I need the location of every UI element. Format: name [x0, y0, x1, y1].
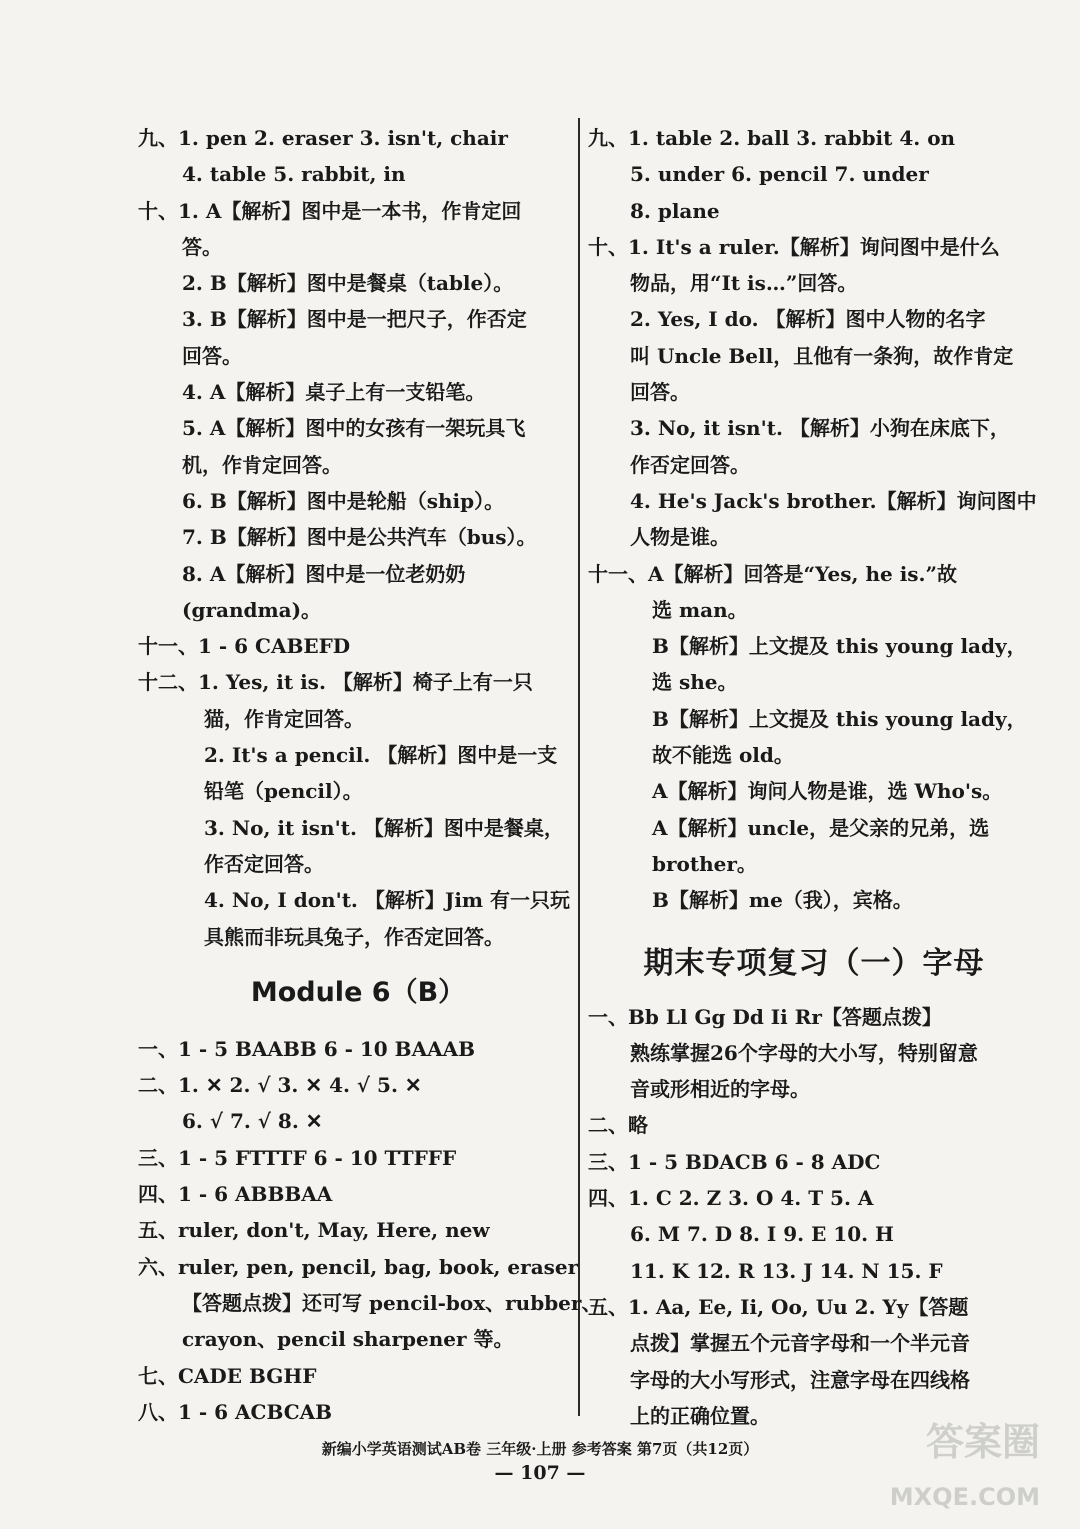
- answer-line: 人物是谁。: [630, 525, 730, 550]
- right-answers-top: [588, 120, 1040, 919]
- answer-line: 音或形相近的字母。: [630, 1077, 810, 1102]
- answer-line: 猫，作肯定回答。: [204, 706, 364, 731]
- answer-line: 二、1. ✕ 2. √ 3. ✕ 4. √ 5. ✕: [138, 1073, 422, 1098]
- answer-line: 八、1 - 6 ACBCAB: [138, 1399, 333, 1424]
- answer-line: 熟练掌握26个字母的大小写，特别留意: [630, 1040, 978, 1065]
- answer-line: 五、ruler, don't, May, Here, new: [138, 1218, 490, 1243]
- answer-line: 选 she。: [652, 670, 738, 695]
- answer-line: B【解析】上文提及 this young lady，: [652, 634, 1027, 659]
- answer-line: 2. B【解析】图中是餐桌（table）。: [182, 271, 514, 296]
- right-answers-bottom: [588, 999, 1040, 1435]
- answer-line: 作否定回答。: [630, 452, 750, 477]
- answer-line: 一、Bb Ll Gg Dd Ii Rr【答题点拨】: [588, 1004, 942, 1029]
- answer-line: 4. No, I don't. 【解析】Jim 有一只玩: [204, 888, 571, 913]
- answer-line: 九、1. pen 2. eraser 3. isn't, chair: [138, 126, 508, 150]
- answer-line: 五、1. Aa, Ee, Ii, Oo, Uu 2. Yy【答题: [588, 1294, 969, 1319]
- answer-line: 九、1. table 2. ball 3. rabbit 4. on: [588, 126, 956, 150]
- answer-line: 3. No, it isn't. 【解析】小狗在床底下，: [630, 416, 1010, 441]
- answer-line: 一、1 - 5 BAABB 6 - 10 BAAAB: [138, 1036, 476, 1061]
- left-answers-top: [138, 120, 578, 955]
- left-answers-bottom: [138, 1031, 602, 1430]
- answer-line: 6. √ 7. √ 8. ✕: [182, 1109, 323, 1134]
- answer-line: 六、ruler, pen, pencil, bag, book, eraser: [138, 1254, 579, 1279]
- answer-line: 四、1 - 6 ABBBAA: [138, 1182, 333, 1207]
- answer-line: 回答。: [630, 380, 690, 405]
- answer-line: 十、1. It's a ruler.【解析】询问图中是什么: [588, 234, 1000, 259]
- right-column: [588, 120, 1040, 1434]
- answer-line: 三、1 - 5 BDACB 6 - 8 ADC: [588, 1149, 881, 1174]
- answer-line: 物品，用“It is…”回答。: [630, 271, 858, 296]
- answer-line: 4. table 5. rabbit, in: [182, 162, 406, 187]
- answer-line: B【解析】me（我），宾格。: [652, 888, 913, 913]
- answer-line: 11. K 12. R 13. J 14. N 15. F: [630, 1258, 943, 1283]
- answer-line: 铅笔（pencil）。: [204, 779, 363, 804]
- answer-line: 8. plane: [630, 198, 720, 223]
- answer-line: 3. B【解析】图中是一把尺子，作否定: [182, 307, 527, 332]
- answer-line: 四、1. C 2. Z 3. O 4. T 5. A: [588, 1186, 874, 1211]
- answer-line: 机，作肯定回答。: [182, 452, 342, 477]
- answer-line: 选 man。: [652, 597, 748, 622]
- watermark-logo: 答案圈: [925, 1419, 1040, 1464]
- answer-line: 3. No, it isn't. 【解析】图中是餐桌，: [204, 815, 564, 840]
- answer-line: 点拨】掌握五个元音字母和一个半元音: [630, 1331, 970, 1356]
- review-heading: 期末专项复习（一）字母: [643, 945, 985, 981]
- answer-line: 二、略: [588, 1113, 648, 1138]
- answer-line: 7. B【解析】图中是公共汽车（bus）。: [182, 525, 537, 550]
- answer-line: 4. He's Jack's brother.【解析】询问图中: [630, 488, 1037, 513]
- answer-line: 故不能选 old。: [652, 743, 794, 768]
- answer-line: A【解析】询问人物是谁，选 Who's。: [652, 779, 1003, 804]
- answer-line: A【解析】uncle，是父亲的兄弟，选: [652, 815, 990, 840]
- answer-line: 作否定回答。: [204, 851, 324, 876]
- answer-line: 【答题点拨】还可写 pencil-box、rubber、: [182, 1290, 602, 1315]
- answer-line: 6. M 7. D 8. I 9. E 10. H: [630, 1222, 894, 1247]
- answer-line: 8. A【解析】图中是一位老奶奶: [182, 561, 466, 586]
- answer-line: crayon、pencil sharpener 等。: [182, 1327, 514, 1352]
- answer-line: 三、1 - 5 FTTTF 6 - 10 TTFFF: [138, 1145, 457, 1170]
- page-number: — 107 —: [494, 1462, 586, 1484]
- answer-line: 4. A【解析】桌子上有一支铅笔。: [182, 380, 486, 405]
- answer-line: 答。: [182, 234, 222, 259]
- left-column: [138, 120, 602, 1430]
- watermark-url: MXQE.COM: [889, 1483, 1040, 1511]
- answer-line: 2. It's a pencil. 【解析】图中是一支: [204, 743, 558, 768]
- answer-line: 十一、A【解析】回答是“Yes, he is.”故: [588, 561, 958, 586]
- module-heading: Module 6（B）: [250, 976, 466, 1008]
- footer-text: 新编小学英语测试AB卷 三年级·上册 参考答案 第7页（共12页）: [321, 1440, 759, 1458]
- answer-line: 2. Yes, I do. 【解析】图中人物的名字: [630, 307, 986, 332]
- answer-line: 七、CADE BGHF: [138, 1363, 317, 1388]
- answer-line: 5. under 6. pencil 7. under: [630, 162, 929, 187]
- answer-line: 十二、1. Yes, it is. 【解析】椅子上有一只: [138, 670, 533, 695]
- answer-line: 5. A【解析】图中的女孩有一架玩具飞: [182, 416, 526, 441]
- column-divider: [578, 118, 580, 1416]
- answer-line: 具熊而非玩具兔子，作否定回答。: [204, 924, 504, 949]
- answer-line: brother。: [652, 851, 757, 876]
- answer-line: (grandma)。: [182, 597, 322, 622]
- answer-line: B【解析】上文提及 this young lady，: [652, 706, 1027, 731]
- answer-line: 十一、1 - 6 CABEFD: [138, 634, 351, 659]
- answer-line: 上的正确位置。: [630, 1403, 770, 1428]
- answer-line: 回答。: [182, 343, 242, 368]
- watermark: [890, 1411, 1040, 1511]
- answer-line: 6. B【解析】图中是轮船（ship）。: [182, 488, 505, 513]
- answer-line: 字母的大小写形式，注意字母在四线格: [630, 1367, 970, 1392]
- answer-line: 叫 Uncle Bell，且他有一条狗，故作肯定: [630, 343, 1014, 368]
- answer-line: 十、1. A【解析】图中是一本书，作肯定回: [138, 198, 522, 223]
